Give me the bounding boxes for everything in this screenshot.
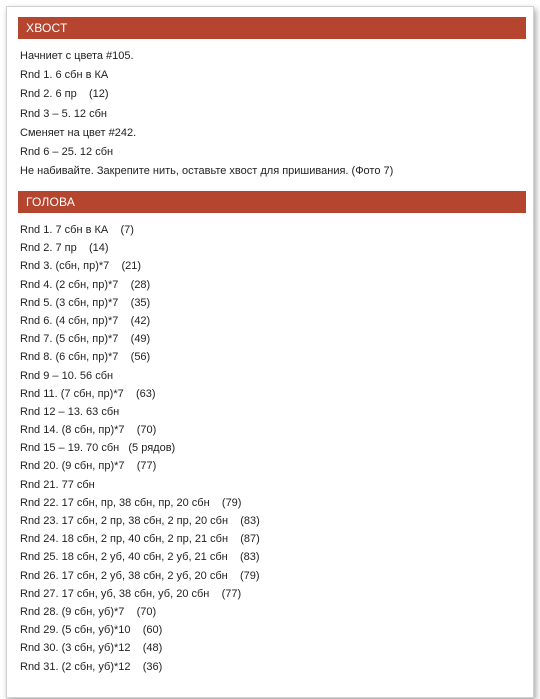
instruction-line: Rnd 21. 77 сбн [20, 478, 95, 491]
instruction-line: Rnd 29. (5 сбн, уб)*10 (60) [20, 624, 163, 637]
instruction-line: Сменяет на цвет #242. [20, 126, 137, 139]
instruction-line: Rnd 1. 7 сбн в КА (7) [20, 224, 134, 236]
instruction-line: Rnd 2. 7 пр (14) [20, 242, 109, 255]
instruction-line: Rnd 22. 17 сбн, пр, 38 сбн, пр, 20 сбн (79) [20, 496, 242, 509]
tail-section-header: ХВОСТ [18, 17, 526, 39]
instruction-line: Rnd 5. (3 сбн, пр)*7 (35) [20, 296, 151, 309]
tail-instructions [20, 47, 393, 181]
instruction-line: Rnd 2. 6 пр (12) [20, 88, 109, 101]
document-page [6, 6, 534, 698]
head-section-header: ГОЛОВА [18, 191, 526, 213]
instruction-line: Rnd 14. (8 сбн, пр)*7 (70) [20, 424, 157, 437]
instruction-line: Rnd 30. (3 сбн, уб)*12 (48) [20, 642, 163, 655]
instruction-line: Rnd 6. (4 сбн, пр)*7 (42) [20, 314, 151, 327]
instruction-line: Начниет с цвета #105. [20, 50, 134, 62]
instruction-line: Rnd 3. (сбн, пр)*7 (21) [20, 260, 142, 273]
instruction-line: Rnd 7. (5 сбн, пр)*7 (49) [20, 333, 151, 346]
instruction-line: Rnd 6 – 25. 12 сбн [20, 145, 114, 158]
instruction-line: Rnd 1. 6 сбн в КА [20, 69, 109, 82]
instruction-line: Rnd 20. (9 сбн, пр)*7 (77) [20, 460, 157, 473]
instruction-line: Rnd 28. (9 сбн, уб)*7 (70) [20, 605, 157, 618]
head-instructions [20, 221, 260, 676]
instruction-line: Rnd 8. (6 сбн, пр)*7 (56) [20, 351, 151, 364]
instruction-line: Rnd 25. 18 сбн, 2 уб, 40 сбн, 2 уб, 21 сбн (83) [20, 551, 260, 564]
instruction-line: Rnd 31. (2 сбн, уб)*12 (36) [20, 660, 163, 673]
instruction-line: Rnd 12 – 13. 63 сбн [20, 405, 120, 418]
instruction-line: Rnd 4. (2 сбн, пр)*7 (28) [20, 278, 151, 291]
instruction-line: Rnd 15 – 19. 70 сбн (5 рядов) [20, 442, 176, 455]
instruction-line: Не набивайте. Закрепите нить, оставьте хвост для пришивания. (Фото 7) [20, 165, 394, 178]
instruction-line: Rnd 27. 17 сбн, уб, 38 сбн, уб, 20 сбн (77) [20, 587, 242, 600]
instruction-line: Rnd 9 – 10. 56 сбн [20, 369, 114, 382]
instruction-line: Rnd 24. 18 сбн, 2 пр, 40 сбн, 2 пр, 21 сбн (87) [20, 533, 260, 546]
instruction-line: Rnd 3 – 5. 12 сбн [20, 107, 107, 120]
instruction-line: Rnd 11. (7 сбн, пр)*7 (63) [20, 387, 156, 400]
instruction-line: Rnd 26. 17 сбн, 2 уб, 38 сбн, 2 уб, 20 сбн (79) [20, 569, 260, 582]
instruction-line: Rnd 23. 17 сбн, 2 пр, 38 сбн, 2 пр, 20 сбн (83) [20, 515, 260, 527]
